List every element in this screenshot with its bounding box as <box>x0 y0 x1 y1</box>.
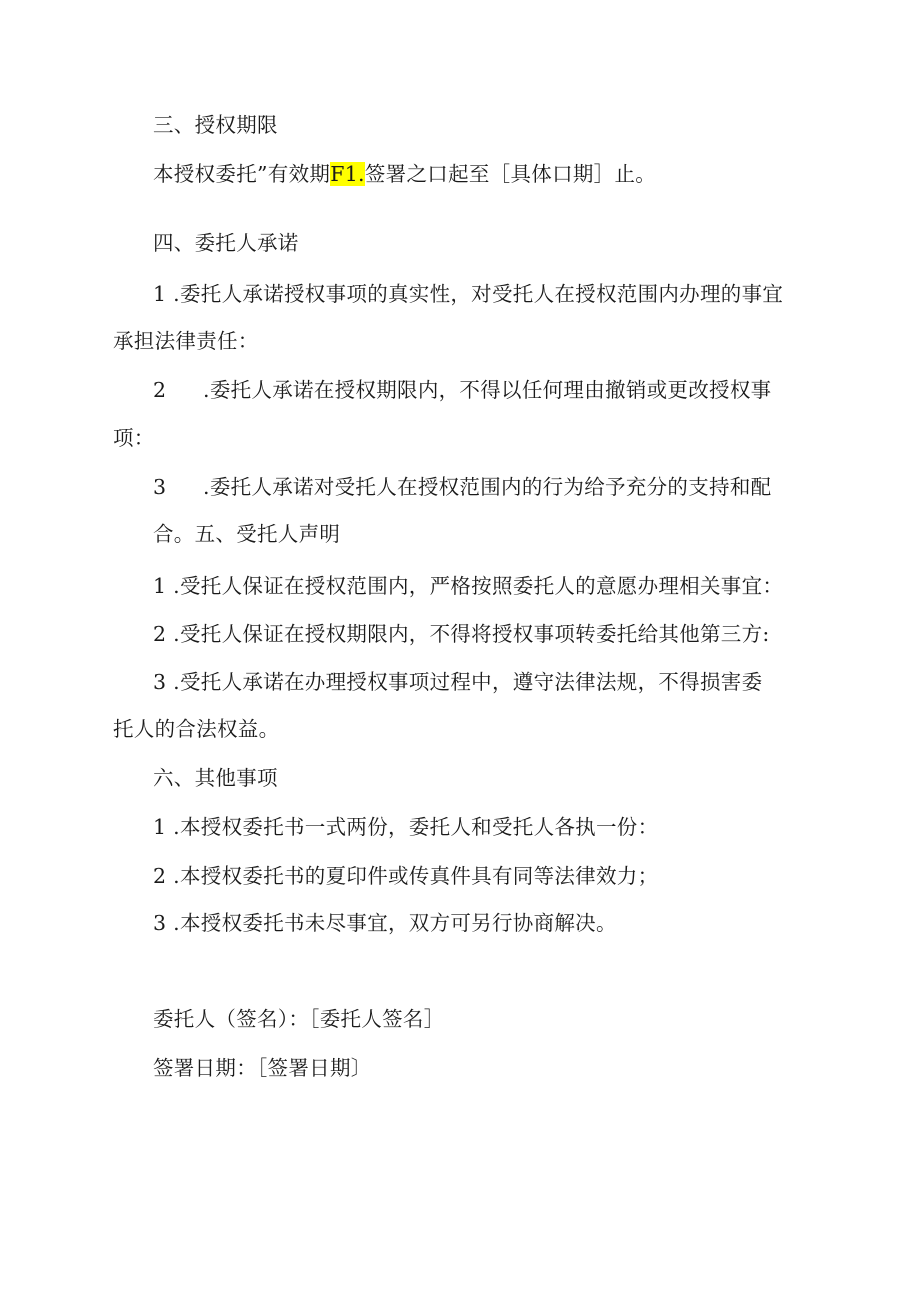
section-6-item-2 <box>153 862 658 890</box>
item-number: 1 <box>153 815 167 839</box>
item-text: .本授权委托书一式两份，委托人和受托人各执一份： <box>173 815 659 839</box>
section-4-heading: 四、委托人承诺 <box>153 231 299 255</box>
section-5-item-3-cont: 托人的合法权益。 <box>113 717 280 741</box>
section-4-item-3 <box>153 473 771 501</box>
item-number: 3 <box>153 911 167 935</box>
validity-text-post: 签署之口起至［具体口期］止。 <box>364 162 657 186</box>
principal-signature-line: 委托人（签名）：［委托人签名］ <box>153 1007 445 1031</box>
item-number: 2 <box>153 864 167 888</box>
item-number: 3 <box>153 475 167 499</box>
item-number: 1 <box>153 574 167 598</box>
section-6-heading: 六、其他事项 <box>153 766 278 790</box>
section-4-item-2 <box>153 376 771 404</box>
item-text: .委托人承诺授权事项的真实性，对受托人在授权范围内办理的事宜 <box>173 282 784 306</box>
item-text: .受托人保证在授权期限内，不得将授权事项转委托给其他第三方: <box>173 622 770 646</box>
section-4-item-1 <box>153 280 783 308</box>
section-6-item-3 <box>153 909 617 937</box>
item-number: 1 <box>153 282 167 306</box>
item-text: .本授权委托书未尽事宜，双方可另行协商解决。 <box>173 911 617 935</box>
item-text: .受托人承诺在办理授权事项过程中，遵守法律法规，不得损害委 <box>173 670 763 694</box>
item-text: .本授权委托书的夏印件或传真件具有同等法律效力； <box>173 864 659 888</box>
item-text: .委托人承诺在授权期限内，不得以任何理由撤销或更改授权事 <box>203 378 772 402</box>
section-4-item-2-cont: 项： <box>113 426 155 450</box>
validity-text-pre: 本授权委托”有效期 <box>153 162 331 186</box>
section-6-item-1 <box>153 813 658 841</box>
section-3-heading: 三、授权期限 <box>153 113 278 137</box>
item-text: .受托人保证在授权范围内，严格按照委托人的意愿办理相关事宜： <box>173 574 784 598</box>
item-text: .委托人承诺对受托人在授权范围内的行为给予充分的支持和配 <box>203 475 772 499</box>
item-number: 2 <box>153 622 167 646</box>
section-5-item-2 <box>153 620 770 648</box>
section-5-item-3 <box>153 668 762 696</box>
item-number: 2 <box>153 378 167 402</box>
section-4-item-1-cont: 承担法律责任： <box>113 329 259 353</box>
section-5-item-1 <box>153 572 783 600</box>
section-4-item-3-cont: 合。五、受托人声明 <box>153 522 341 546</box>
signing-date-line: 签署日期：［签署日期〕 <box>153 1056 372 1080</box>
item-number: 3 <box>153 670 167 694</box>
highlighted-text: F1. <box>330 162 365 186</box>
section-3-validity-line <box>153 160 656 188</box>
